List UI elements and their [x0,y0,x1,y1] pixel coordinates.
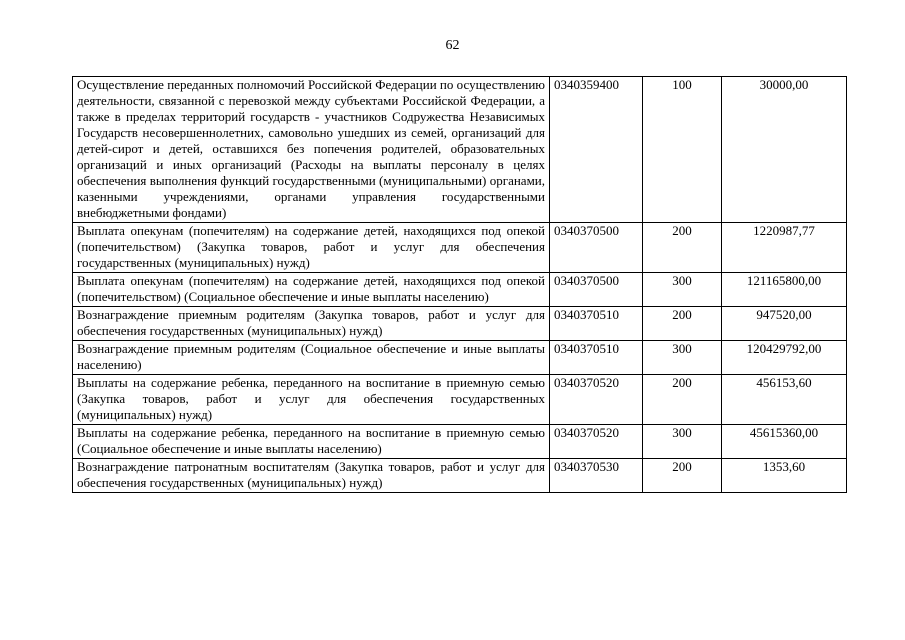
row-amount: 456153,60 [722,375,847,425]
row-code: 0340370520 [550,375,643,425]
row-name: Выплаты на содержание ребенка, переданного на воспитание в приемную семью (Социальное обеспечение и иные выплаты населению) [73,425,550,459]
row-expense-type: 300 [643,425,722,459]
table-row [73,425,847,459]
row-amount: 1220987,77 [722,223,847,273]
row-amount: 30000,00 [722,77,847,223]
row-amount: 45615360,00 [722,425,847,459]
row-code: 0340370520 [550,425,643,459]
table-row [73,273,847,307]
row-code: 0340370530 [550,459,643,493]
row-code: 0340370500 [550,223,643,273]
row-name: Вознаграждение приемным родителям (Закупка товаров, работ и услуг для обеспечения государственных (муниципальных) нужд) [73,307,550,341]
row-expense-type: 100 [643,77,722,223]
row-amount: 120429792,00 [722,341,847,375]
row-amount: 121165800,00 [722,273,847,307]
page-number: 62 [445,38,460,53]
row-amount: 947520,00 [722,307,847,341]
budget-table [72,76,847,493]
row-expense-type: 200 [643,459,722,493]
table-row [73,375,847,425]
row-expense-type: 300 [643,341,722,375]
table-row [73,341,847,375]
row-expense-type: 200 [643,223,722,273]
row-amount: 1353,60 [722,459,847,493]
row-name: Выплата опекунам (попечителям) на содержание детей, находящихся под опекой (попечительством) (Закупка товаров, работ и услуг для обеспечения государственных (муниципальных) нужд) [73,223,550,273]
table-row [73,223,847,273]
table-row [73,459,847,493]
row-code: 0340370510 [550,307,643,341]
row-code: 0340370500 [550,273,643,307]
row-code: 0340359400 [550,77,643,223]
row-expense-type: 300 [643,273,722,307]
row-name: Выплаты на содержание ребенка, переданного на воспитание в приемную семью (Закупка товаров, работ и услуг для обеспечения государственных (муниципальных) нужд) [73,375,550,425]
row-expense-type: 200 [643,307,722,341]
table-row [73,307,847,341]
table-row [73,77,847,223]
row-expense-type: 200 [643,375,722,425]
row-name: Осуществление переданных полномочий Российской Федерации по осуществлению деятельности, связанной с перевозкой между субъектами Российской Федерации, а также в пределах территорий государств - участников Содружества Независимых Государств несовершеннолетних, самовольно ушедших из семей, организаций для детей-сирот и детей, оставшихся без попечения родителей, образовательных организаций и иных организаций (Расходы на выплаты персоналу в целях обеспечения выполнения функций государственными (муниципальными) органами, казенными учреждениями, органами управления государственными внебюджетными фондами) [73,77,550,223]
row-code: 0340370510 [550,341,643,375]
row-name: Вознаграждение приемным родителям (Социальное обеспечение и иные выплаты населению) [73,341,550,375]
row-name: Вознаграждение патронатным воспитателям (Закупка товаров, работ и услуг для обеспечения государственных (муниципальных) нужд) [73,459,550,493]
row-name: Выплата опекунам (попечителям) на содержание детей, находящихся под опекой (попечительством) (Социальное обеспечение и иные выплаты населению) [73,273,550,307]
